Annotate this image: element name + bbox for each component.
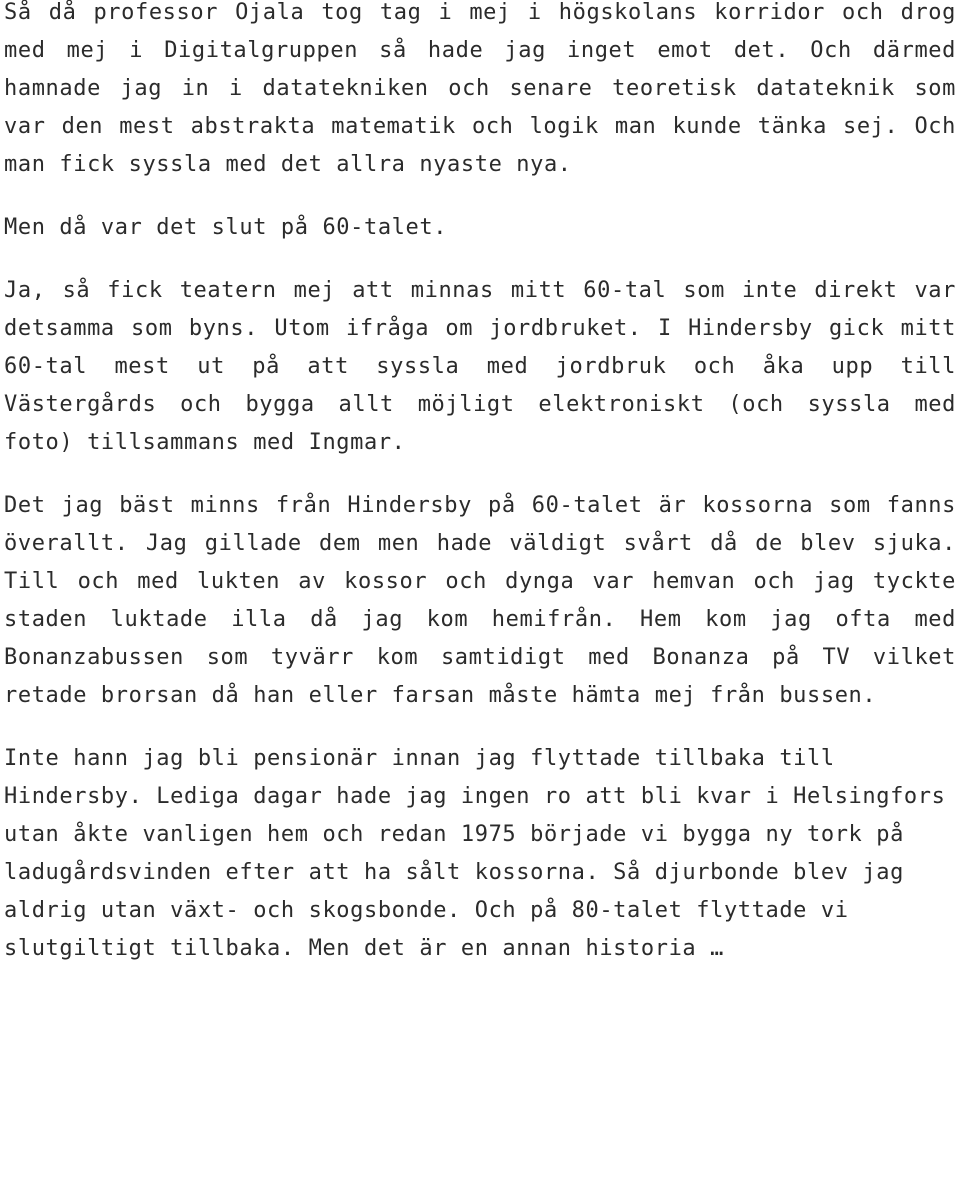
paragraph-end-of-sixties: Men då var det slut på 60-talet. bbox=[4, 215, 448, 240]
paragraph-theatre-memories: Ja, så fick teatern mej att minnas mitt 60-tal som inte direkt var detsamma som byns. Utom ifråga om jordbruket. I Hindersby gick mitt 60-tal mest ut på att syssla med jordbruk och åka upp till Västergårds och bygga allt möjligt elektroniskt (och syssla med foto) tillsammans med Ingmar. bbox=[4, 278, 956, 455]
paragraph-professor-ojala: Så då professor Ojala tog tag i mej i högskolans korridor och drog med mej i Digitalgruppen så hade jag inget emot det. Och därmed hamnade jag in i datatekniken och senare teoretisk datateknik som var den mest abstrakta matematik och logik man kunde tänka sej. Och man fick syssla med det allra nyaste nya. bbox=[4, 0, 956, 177]
paragraph-cows-hindersby: Det jag bäst minns från Hindersby på 60-talet är kossorna som fanns överallt. Jag gillade dem men hade väldigt svårt då de blev sjuka. Till och med lukten av kossor och dynga var hemvan och jag tyckte staden luktade illa då jag kom hemifrån. Hem kom jag ofta med Bonanzabussen som tyvärr kom samtidigt med Bonanza på TV vilket retade brorsan då han eller farsan måste hämta mej från bussen. bbox=[4, 493, 956, 708]
paragraph-moving-back: Inte hann jag bli pensionär innan jag flyttade tillbaka till Hindersby. Lediga dagar hade jag ingen ro att bli kvar i Helsingfors utan åkte vanligen hem och redan 1975 började vi bygga ny tork på ladugårdsvinden efter att ha sålt kossorna. Så djurbonde blev jag aldrig utan växt- och skogsbonde. Och på 80-talet flyttade vi slutgiltigt tillbaka. Men det är en annan historia … bbox=[4, 746, 946, 961]
